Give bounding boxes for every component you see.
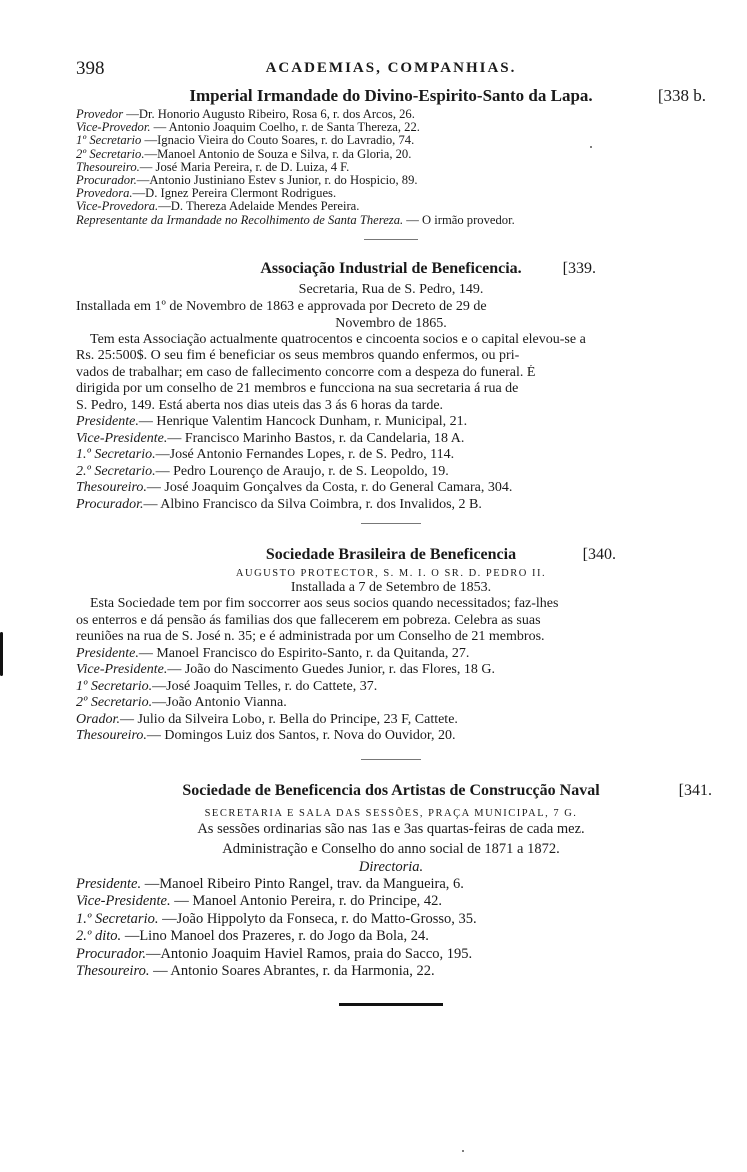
entry <box>76 480 706 497</box>
entry <box>76 108 706 121</box>
entry-text: — Manoel Francisco do Espirito-Santo, r. da Quitanda, 27. <box>138 645 470 661</box>
paragraph-line: dirigida por um conselho de 21 membros e funcciona na sua secretaria á rua de <box>76 381 519 397</box>
entry-text: —D. Thereza Adelaide Mendes Pereira. <box>158 200 360 214</box>
entry-role: Orador. <box>76 711 120 727</box>
entry-text: — Antonio Soares Abrantes, r. da Harmonia, 22. <box>149 963 435 980</box>
entry <box>76 464 706 481</box>
section-title-text: Associação Industrial de Beneficencia. <box>260 259 522 277</box>
entry-text: — Francisco Marinho Bastos, r. da Candelaria, 18 A. <box>167 430 465 446</box>
entry <box>76 214 706 227</box>
entry <box>76 121 706 134</box>
paragraph-line: Rs. 25:500$. O seu fim é beneficiar os seus membros quando enfermos, ou pri- <box>76 348 520 364</box>
section-338 <box>76 86 706 240</box>
entry-text: —José Antonio Fernandes Lopes, r. de S. Pedro, 114. <box>155 447 455 463</box>
description-paragraph <box>76 596 706 646</box>
paragraph-line: Esta Sociedade tem por fim soccorrer aos seus socios quando necessitados; faz-lhes <box>90 596 559 612</box>
entry-text: —D. Ignez Pereira Clermont Rodrigues. <box>132 187 337 201</box>
entry-list <box>76 876 706 981</box>
entry <box>76 134 706 147</box>
entry <box>76 447 706 464</box>
entry-role: Procurador. <box>76 945 146 962</box>
end-divider <box>339 1003 443 1006</box>
section-divider <box>361 523 421 524</box>
running-title: ACADEMIAS, COMPANHIAS. <box>265 60 517 76</box>
entry-list <box>76 646 706 745</box>
entry-role: 1º Secretario <box>76 134 142 148</box>
entry-role: Procurador. <box>76 174 137 188</box>
patron-line: AUGUSTO PROTECTOR, S. M. I. O SR. D. PEDRO II. <box>235 568 547 580</box>
entry-role: Presidente. <box>76 875 142 892</box>
entry-role: Thesoureiro. <box>76 963 150 980</box>
section-339 <box>76 260 706 525</box>
entry-text: —João Hippolyto da Fonseca, r. do Matto-Grosso, 35. <box>158 910 477 927</box>
entry-list <box>76 414 706 513</box>
entry-role: Vice-Provedor. <box>76 121 151 135</box>
entry <box>76 893 706 911</box>
install-line: Novembro de 1865. <box>335 315 447 331</box>
section-number: [338 b. <box>657 86 706 105</box>
entry-text: —Ignacio Vieira do Couto Soares, r. do Lavradio, 74. <box>141 134 415 148</box>
entry-list <box>76 108 706 227</box>
entry <box>76 662 706 679</box>
entry-text: — Henrique Valentim Hancock Dunham, r. Municipal, 21. <box>138 414 468 430</box>
entry-role: 1º Secretario. <box>76 678 153 694</box>
section-number: [339. <box>562 259 596 277</box>
section-divider <box>361 759 421 760</box>
entry-text: — João do Nascimento Guedes Junior, r. das Flores, 18 G. <box>167 662 495 678</box>
entry-text: —José Joaquim Telles, r. do Cattete, 37. <box>152 678 378 694</box>
entry-text: —Manoel Ribeiro Pinto Rangel, trav. da Mangueira, 6. <box>141 875 464 892</box>
entry-role: Procurador. <box>76 496 144 512</box>
section-title-text: Imperial Irmandade do Divino-Espirito-Santo da Lapa. <box>189 86 593 105</box>
entry <box>76 161 706 174</box>
entry-text: — José Maria Pereira, r. de D. Luiza, 4 F. <box>139 160 350 174</box>
page-number: 398 <box>76 58 105 79</box>
entry-role: 2º Secretario. <box>76 147 145 161</box>
entry <box>76 876 706 894</box>
page <box>76 58 712 1006</box>
sessions-line: As sessões ordinarias são nas 1as e 3as quartas-feiras de cada mez. <box>197 820 585 837</box>
section-title <box>76 546 706 568</box>
entry-text: — José Joaquim Gonçalves da Costa, r. do General Camara, 304. <box>146 480 513 496</box>
paragraph-line: reuniões na rua de S. José n. 35; e é administrada por um Conselho de 21 membros. <box>76 629 545 645</box>
margin-ink-mark <box>0 632 3 676</box>
entry-role: Vice-Presidente. <box>76 893 171 910</box>
running-header <box>76 58 706 80</box>
entry-text: —Antonio Joaquim Haviel Ramos, praia do Sacco, 195. <box>145 945 473 962</box>
entry-role: Presidente. <box>76 414 139 430</box>
entry-text: — Albino Francisco da Silva Coimbra, r. dos Invalidos, 2 B. <box>143 496 482 512</box>
section-title-text: Sociedade Brasileira de Beneficencia <box>265 546 517 564</box>
entry-text: — O irmão provedor. <box>403 213 515 227</box>
entry-role: Vice-Provedora. <box>76 200 159 214</box>
entry-text: —Dr. Honorio Augusto Ribeiro, Rosa 6, r. dos Arcos, 26. <box>123 108 415 121</box>
entry <box>76 963 706 981</box>
entry-role: Vice-Presidente. <box>76 662 168 678</box>
entry <box>76 148 706 161</box>
entry-text: — Manoel Antonio Pereira, r. do Principe, 42. <box>170 893 443 910</box>
admin-line: Administração e Conselho do anno social de 1871 a 1872. <box>222 840 560 857</box>
install-line: Installada em 1º de Novembro de 1863 e approvada por Decreto de 29 de <box>76 298 487 314</box>
entry <box>76 928 706 946</box>
entry <box>76 187 706 200</box>
entry-text: —Manoel Antonio de Souza e Silva, r. da Gloria, 20. <box>144 147 412 161</box>
paragraph-line: vados de trabalhar; em caso de fallecimento concorre com a despeza do funeral. É <box>76 364 536 380</box>
entry-role: Provedor <box>76 108 124 121</box>
paragraph-line: S. Pedro, 149. Está aberta nos dias uteis das 3 ás 6 horas da tarde. <box>76 397 444 413</box>
section-340 <box>76 546 706 760</box>
entry-text: —Lino Manoel dos Prazeres, r. do Jogo da Bola, 24. <box>121 928 429 945</box>
entry <box>76 646 706 663</box>
entry-role: 2.º dito. <box>76 928 122 945</box>
entry <box>76 431 706 448</box>
entry-text: —Antonio Justiniano Estev s Junior, r. do Hospicio, 89. <box>136 174 418 188</box>
install-line: Installada a 7 de Setembro de 1853. <box>290 580 492 596</box>
entry <box>76 497 706 514</box>
entry-role: Presidente. <box>76 645 139 661</box>
section-number: [341. <box>678 781 712 799</box>
entry-role: Thesoureiro. <box>76 480 147 496</box>
paragraph-line: os enterros e dá pensão ás familias dos que fallecerem em pobreza. Celebra as suas <box>76 612 541 628</box>
section-title <box>76 260 706 281</box>
section-divider <box>364 239 418 240</box>
entry <box>76 174 706 187</box>
section-number: [340. <box>582 546 616 564</box>
entry <box>76 911 706 929</box>
section-341 <box>76 781 712 1006</box>
section-title <box>76 86 706 108</box>
address-line: SECRETARIA E SALA DAS SESSÕES, PRAÇA MUNICIPAL, 7 G. <box>204 807 578 819</box>
entry <box>76 200 706 213</box>
ink-speck <box>462 1150 464 1152</box>
entry <box>76 679 706 696</box>
entry <box>76 946 706 964</box>
entry-text: —João Antonio Vianna. <box>152 695 287 711</box>
entry <box>76 712 706 729</box>
entry-role: Vice-Presidente. <box>76 430 168 446</box>
entry-text: — Domingos Luiz dos Santos, r. Nova do Ouvidor, 20. <box>146 728 456 744</box>
paragraph-line: Tem esta Associação actualmente quatrocentos e cincoenta socios e o capital elevou-se a <box>90 331 586 347</box>
entry-role: 2.º Secretario. <box>76 463 156 479</box>
entry <box>76 695 706 712</box>
entry-role: Thesoureiro. <box>76 728 147 744</box>
entry-role: Representante da Irmandade no Recolhimento de Santa Thereza. <box>76 213 404 227</box>
section-title <box>76 781 712 804</box>
entry-role: 1.º Secretario. <box>76 910 159 927</box>
entry-text: — Antonio Joaquim Coelho, r. de Santa Thereza, 22. <box>150 121 420 135</box>
entry <box>76 414 706 431</box>
entry-role: 1.º Secretario. <box>76 447 156 463</box>
entry-role: Thesoureiro. <box>76 160 140 174</box>
address-line: Secretaria, Rua de S. Pedro, 149. <box>298 281 484 297</box>
section-title-text: Sociedade de Beneficencia dos Artistas de Construcção Naval <box>182 781 600 799</box>
description-paragraph <box>76 332 706 415</box>
entry-role: Provedora. <box>76 187 133 201</box>
entry <box>76 728 706 745</box>
entry-text: — Pedro Lourenço de Araujo, r. de S. Leopoldo, 19. <box>155 463 449 479</box>
entry-role: 2º Secretario. <box>76 695 153 711</box>
directoria-heading: Directoria. <box>358 858 424 875</box>
entry-text: — Julio da Silveira Lobo, r. Bella do Principe, 23 F, Cattete. <box>119 711 458 727</box>
